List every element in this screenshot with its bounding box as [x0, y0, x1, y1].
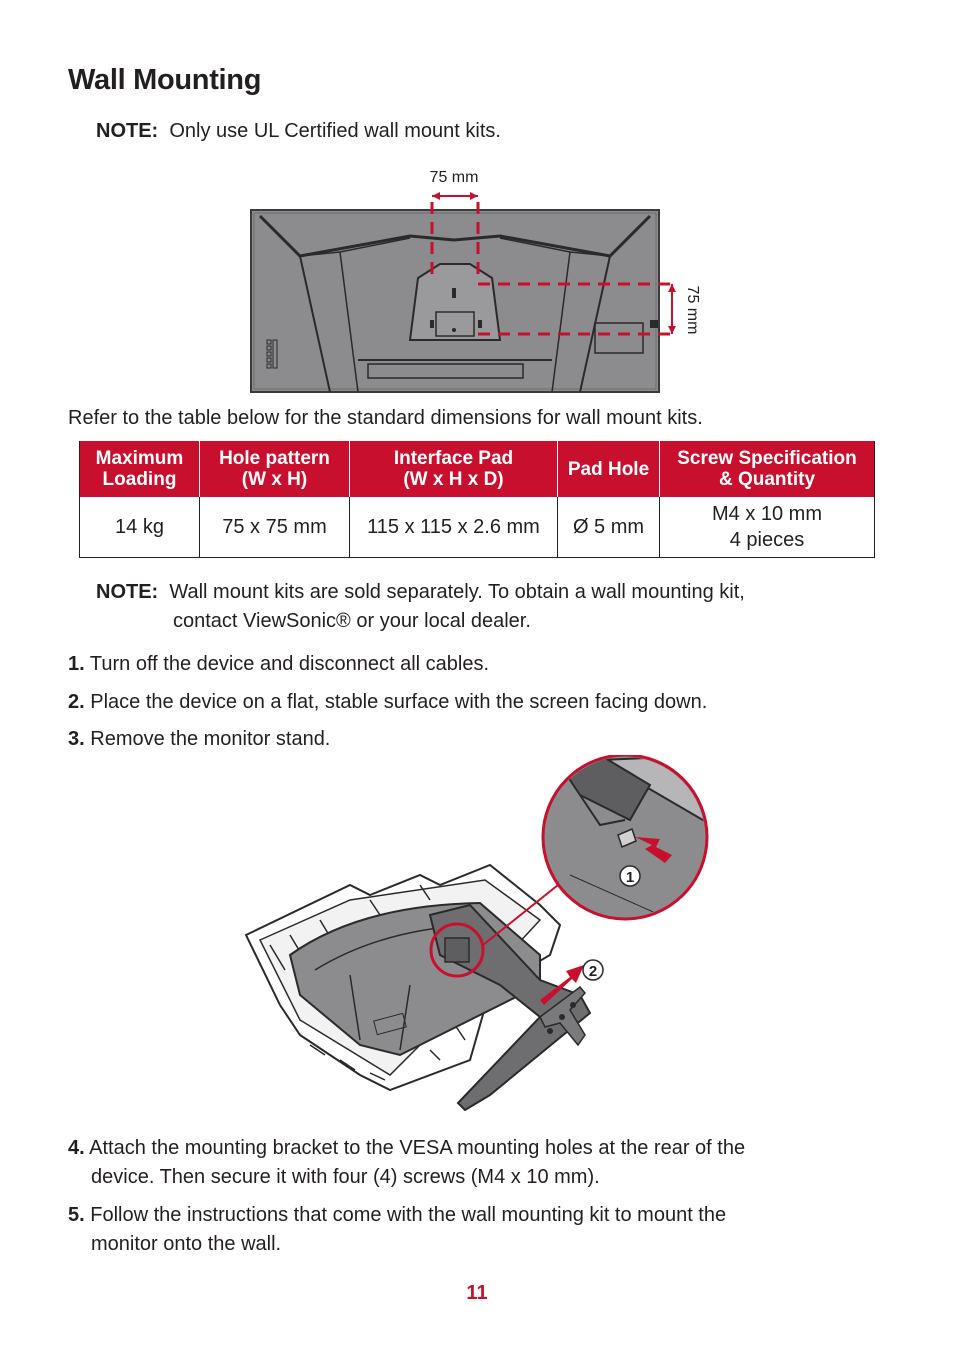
- cell-max-loading: 14 kg: [80, 497, 200, 558]
- cell-interface-pad: 115 x 115 x 2.6 mm: [350, 497, 558, 558]
- dim-horizontal-label: 75 mm: [429, 169, 479, 186]
- page-number: 11: [466, 1282, 488, 1304]
- note-certified: [96, 117, 501, 146]
- page-title: Wall Mounting: [68, 64, 262, 96]
- header-interface-pad: Interface Pad (W x H x D): [350, 441, 558, 497]
- note-sold-separately: NOTE: Wall mount kits are sold separately. To obtain a wall mounting kit, contact ViewSonic® or your local dealer.: [96, 581, 745, 632]
- header-hole-pattern: Hole pattern (W x H): [200, 441, 350, 497]
- cell-pad-hole: Ø 5 mm: [558, 497, 660, 558]
- header-pad-hole: Pad Hole: [558, 441, 660, 497]
- cell-screw-spec: M4 x 10 mm 4 pieces: [660, 497, 875, 558]
- wall-mount-spec-table: [79, 441, 875, 558]
- table-intro: Refer to the table below for the standard dimensions for wall mount kits.: [68, 407, 703, 429]
- table-row: [80, 497, 875, 558]
- callout-2: 2: [588, 963, 598, 980]
- header-screw-spec: Screw Specification & Quantity: [660, 441, 875, 497]
- note-label: NOTE:: [96, 581, 159, 603]
- note-label: NOTE:: [96, 120, 159, 142]
- step-4: 4. Attach the mounting bracket to the VESA mounting holes at the rear of the device. Then secure it with four (4) screws (M4 x 10 mm).: [68, 1137, 746, 1188]
- step-1: 1. Turn off the device and disconnect all cables.: [68, 653, 490, 675]
- stand-removal-figure: [240, 755, 720, 1130]
- step-5: 5. Follow the instructions that come with the wall mounting kit to mount the monitor onto the wall.: [68, 1204, 727, 1255]
- dim-vertical-label: 75 mm: [684, 285, 701, 335]
- callout-1: 1: [625, 869, 635, 886]
- monitor-rear-vesa-figure: [240, 160, 710, 400]
- step-3: 3. Remove the monitor stand.: [68, 728, 331, 750]
- note-text: Only use UL Certified wall mount kits.: [169, 120, 501, 142]
- header-max-loading: Maximum Loading: [80, 441, 200, 497]
- step-2: 2. Place the device on a flat, stable surface with the screen facing down.: [68, 691, 708, 713]
- cell-hole-pattern: 75 x 75 mm: [200, 497, 350, 558]
- table-header-row: [80, 441, 875, 497]
